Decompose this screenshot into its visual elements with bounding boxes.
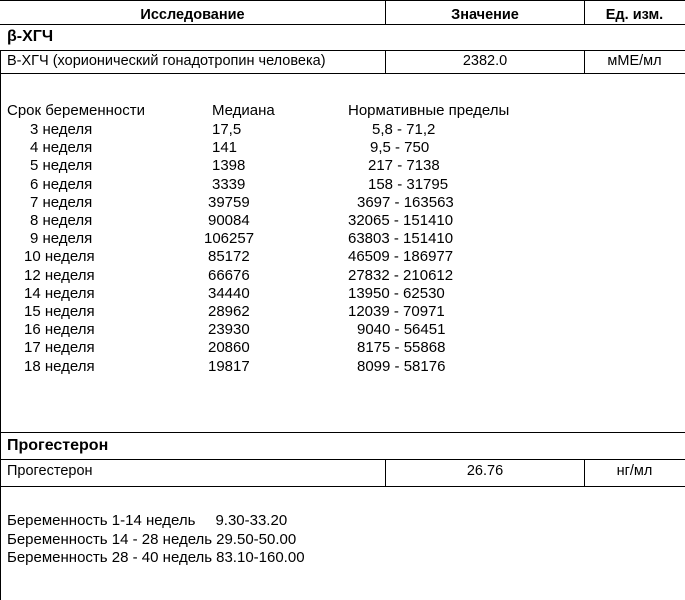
- ref-median: 34440: [208, 284, 250, 302]
- ref-term: 18 неделя: [24, 357, 95, 375]
- ref-limits: 8175 - 55868: [357, 339, 446, 357]
- column-header-unit: Ед. изм.: [605, 7, 664, 23]
- ref-term: 6 неделя: [30, 175, 93, 193]
- ref-term: 10 неделя: [24, 248, 95, 266]
- section-title-hcg: β-ХГЧ: [7, 28, 54, 45]
- ref-header-median: Медиана: [212, 102, 275, 119]
- ref-median: 1398: [212, 157, 246, 175]
- ref-limits: 9040 - 56451: [357, 321, 446, 339]
- ref-limits: 27832 - 210612: [348, 266, 454, 284]
- column-header-study: Исследование: [140, 7, 245, 23]
- ref-limits: 12039 - 70971: [348, 303, 445, 320]
- ref-term: 4 неделя: [30, 139, 93, 157]
- ref-median: 19817: [208, 357, 250, 375]
- ref-term: 15 неделя: [24, 303, 95, 320]
- hcg-row-bottom-border: [0, 73, 685, 74]
- ref-range: 83.10-160.00: [216, 549, 305, 566]
- header-bottom-border: [0, 24, 685, 25]
- ref-range: 9.30-33.20: [215, 512, 288, 529]
- ref-limits: 63803 - 151410: [348, 230, 454, 248]
- ref-median: 141: [212, 139, 238, 157]
- ref-term: 8 неделя: [30, 212, 93, 229]
- ref-median: 3339: [212, 175, 246, 193]
- ref-limits: 3697 - 163563: [357, 193, 454, 211]
- ref-label: Беременность 1-14 недель: [7, 512, 196, 529]
- ref-term: 3 неделя: [30, 121, 93, 138]
- list-item: [7, 531, 677, 550]
- hcg-reference-table: [0, 121, 685, 381]
- progesterone-reference: [7, 512, 677, 568]
- ref-term: 16 неделя: [24, 321, 95, 339]
- hcg-row-top-border: [0, 50, 685, 51]
- ref-range: 29.50-50.00: [216, 530, 297, 548]
- ref-median: 28962: [208, 303, 250, 320]
- ref-header-limits: Нормативные пределы: [348, 102, 510, 119]
- ref-median: 85172: [208, 248, 250, 266]
- ref-term: 12 неделя: [24, 266, 95, 284]
- ref-median: 39759: [208, 193, 250, 211]
- ref-term: 5 неделя: [30, 157, 93, 175]
- ref-term: 7 неделя: [30, 193, 93, 211]
- progesterone-unit: нг/мл: [616, 463, 653, 479]
- hcg-test-name: В-ХГЧ (хорионический гонадотропин человека): [7, 53, 326, 69]
- ref-median: 66676: [208, 266, 250, 284]
- ref-limits: 46509 - 186977: [348, 248, 454, 266]
- ref-limits: 13950 - 62530: [348, 284, 445, 302]
- ref-median: 90084: [208, 212, 250, 229]
- column-header-value: Значение: [451, 7, 519, 23]
- progesterone-section-top-border: [0, 432, 685, 433]
- ref-limits: 5,8 - 71,2: [372, 121, 436, 138]
- ref-median: 106257: [204, 230, 255, 248]
- hcg-unit: мМЕ/мл: [607, 53, 662, 69]
- ref-label: Беременность 28 - 40 недель: [7, 549, 213, 566]
- header-top-border: [0, 0, 685, 1]
- ref-limits: 8099 - 58176: [357, 357, 446, 375]
- ref-term: 9 неделя: [30, 230, 93, 248]
- progesterone-test-name: Прогестерон: [7, 463, 93, 479]
- ref-median: 17,5: [212, 121, 242, 138]
- ref-header-term: Срок беременности: [7, 102, 146, 119]
- progesterone-row-bottom-border: [0, 486, 685, 487]
- section-title-progesterone: Прогестерон: [7, 437, 109, 454]
- ref-term: 14 неделя: [24, 284, 95, 302]
- ref-median: 23930: [208, 321, 250, 339]
- ref-limits: 217 - 7138: [368, 157, 440, 175]
- list-item: [7, 512, 677, 531]
- ref-limits: 158 - 31795: [368, 175, 449, 193]
- ref-limits: 9,5 - 750: [370, 139, 430, 157]
- progesterone-row-top-border: [0, 459, 685, 460]
- ref-label: Беременность 14 - 28 недель: [7, 530, 213, 548]
- progesterone-value: 26.76: [466, 463, 504, 479]
- hcg-value: 2382.0: [462, 53, 508, 69]
- list-item: [7, 549, 677, 568]
- ref-median: 20860: [208, 339, 250, 357]
- ref-term: 17 неделя: [24, 339, 95, 357]
- ref-limits: 32065 - 151410: [348, 212, 454, 229]
